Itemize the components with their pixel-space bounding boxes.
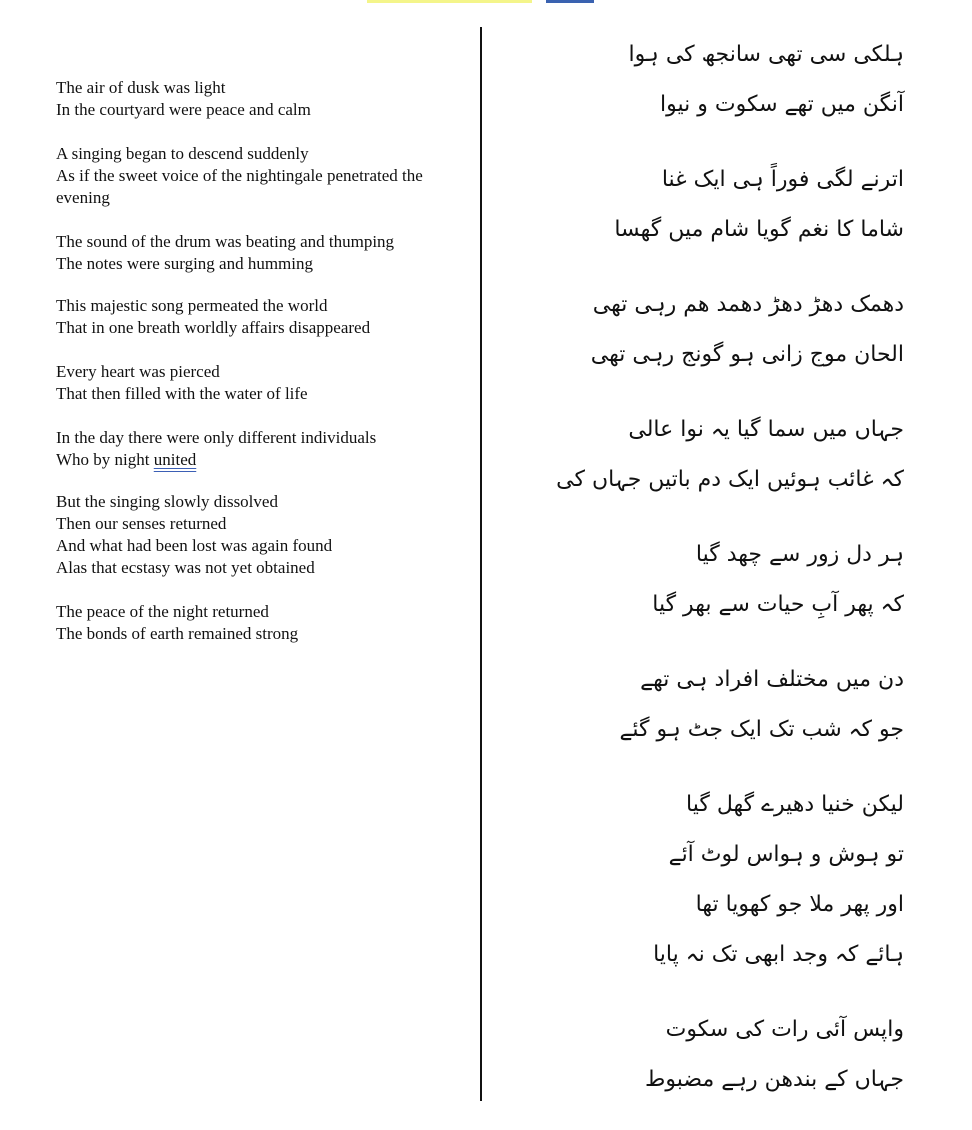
urdu-line: اترنے لگی فوراً ہی ایک غنا [661, 167, 904, 192]
top-highlight-blue [546, 0, 594, 3]
urdu-line: آنگن میں تھے سکوت و نیوا [660, 92, 904, 117]
english-line: The bonds of earth remained strong [56, 624, 299, 643]
urdu-line: لیکن خنیا دھیرے گھل گیا [686, 792, 904, 817]
urdu-line: تو ہوش و ہواس لوٹ آئے [668, 842, 904, 867]
urdu-line: دن میں مختلف افراد ہی تھے [640, 667, 904, 692]
english-line: As if the sweet voice of the nightingale penetrated the evening [56, 166, 423, 207]
urdu-line: جہاں میں سما گیا یہ نوا عالی [628, 417, 904, 442]
english-line: The notes were surging and humming [56, 254, 314, 273]
urdu-line: واپس آئی رات کی سکوت [665, 1017, 904, 1042]
english-line: The peace of the night returned [56, 602, 269, 621]
urdu-stanza-2 [604, 155, 904, 255]
english-line: The sound of the drum was beating and thumping [56, 232, 395, 251]
english-stanza-4 [56, 295, 456, 339]
english-line: Then our senses returned [56, 514, 227, 533]
english-line: A singing began to descend suddenly [56, 144, 309, 163]
english-line: This majestic song permeated the world [56, 296, 328, 315]
urdu-line: کہ پھر آبِ حیات سے بھر گیا [652, 592, 904, 617]
english-translation-column [56, 77, 456, 667]
english-stanza-3 [56, 231, 456, 275]
urdu-line: ہلکی سی تھی سانجھ کی ہوا [628, 42, 904, 67]
urdu-stanza-1 [604, 30, 904, 130]
spellcheck-underlined-word[interactable]: united [153, 450, 197, 469]
urdu-line: ہائے کہ وجد ابھی تک نہ پایا [653, 942, 904, 967]
english-line: The air of dusk was light [56, 78, 226, 97]
english-line: In the courtyard were peace and calm [56, 100, 311, 119]
urdu-stanza-5 [604, 530, 904, 630]
english-line: That in one breath worldly affairs disappeared [56, 318, 371, 337]
english-line: And what had been lost was again found [56, 536, 333, 555]
urdu-stanza-6 [604, 655, 904, 755]
english-line [56, 449, 456, 471]
urdu-stanza-4 [556, 405, 904, 505]
english-line: Every heart was pierced [56, 362, 220, 381]
english-line: In the day there were only different individuals [56, 428, 377, 447]
top-highlight-yellow [367, 0, 532, 3]
urdu-line: دھمک دھڑ دھڑ دھمد ھم رہی تھی [592, 292, 904, 317]
urdu-stanza-7 [604, 780, 904, 980]
urdu-poem-column [556, 30, 904, 1130]
urdu-line: شاما کا نغم گویا شام میں گھسا [614, 217, 904, 242]
urdu-stanza-8 [604, 1005, 904, 1105]
urdu-line: الحان موج زانی ہو گونج رہی تھی [590, 342, 904, 367]
urdu-line: اور پھر ملا جو کھویا تھا [695, 892, 904, 917]
english-stanza-6 [56, 427, 456, 471]
english-stanza-1 [56, 77, 456, 121]
english-line: But the singing slowly dissolved [56, 492, 278, 511]
english-stanza-5 [56, 361, 456, 405]
urdu-stanza-3 [590, 280, 904, 380]
english-stanza-8 [56, 601, 456, 645]
urdu-line: جہاں کے بندھن رہے مضبوط [645, 1067, 904, 1092]
urdu-line: جو کہ شب تک ایک جٹ ہو گئے [619, 717, 904, 742]
column-divider [480, 27, 482, 1101]
urdu-line: کہ غائب ہوئیں ایک دم باتیں جہاں کی [556, 467, 904, 492]
english-line: Alas that ecstasy was not yet obtained [56, 558, 315, 577]
english-line-part: Who by night [56, 450, 150, 469]
english-stanza-2 [56, 143, 456, 209]
english-stanza-7 [56, 491, 456, 579]
english-line: That then filled with the water of life [56, 384, 308, 403]
urdu-line: ہر دل زور سے چھد گیا [695, 542, 904, 567]
